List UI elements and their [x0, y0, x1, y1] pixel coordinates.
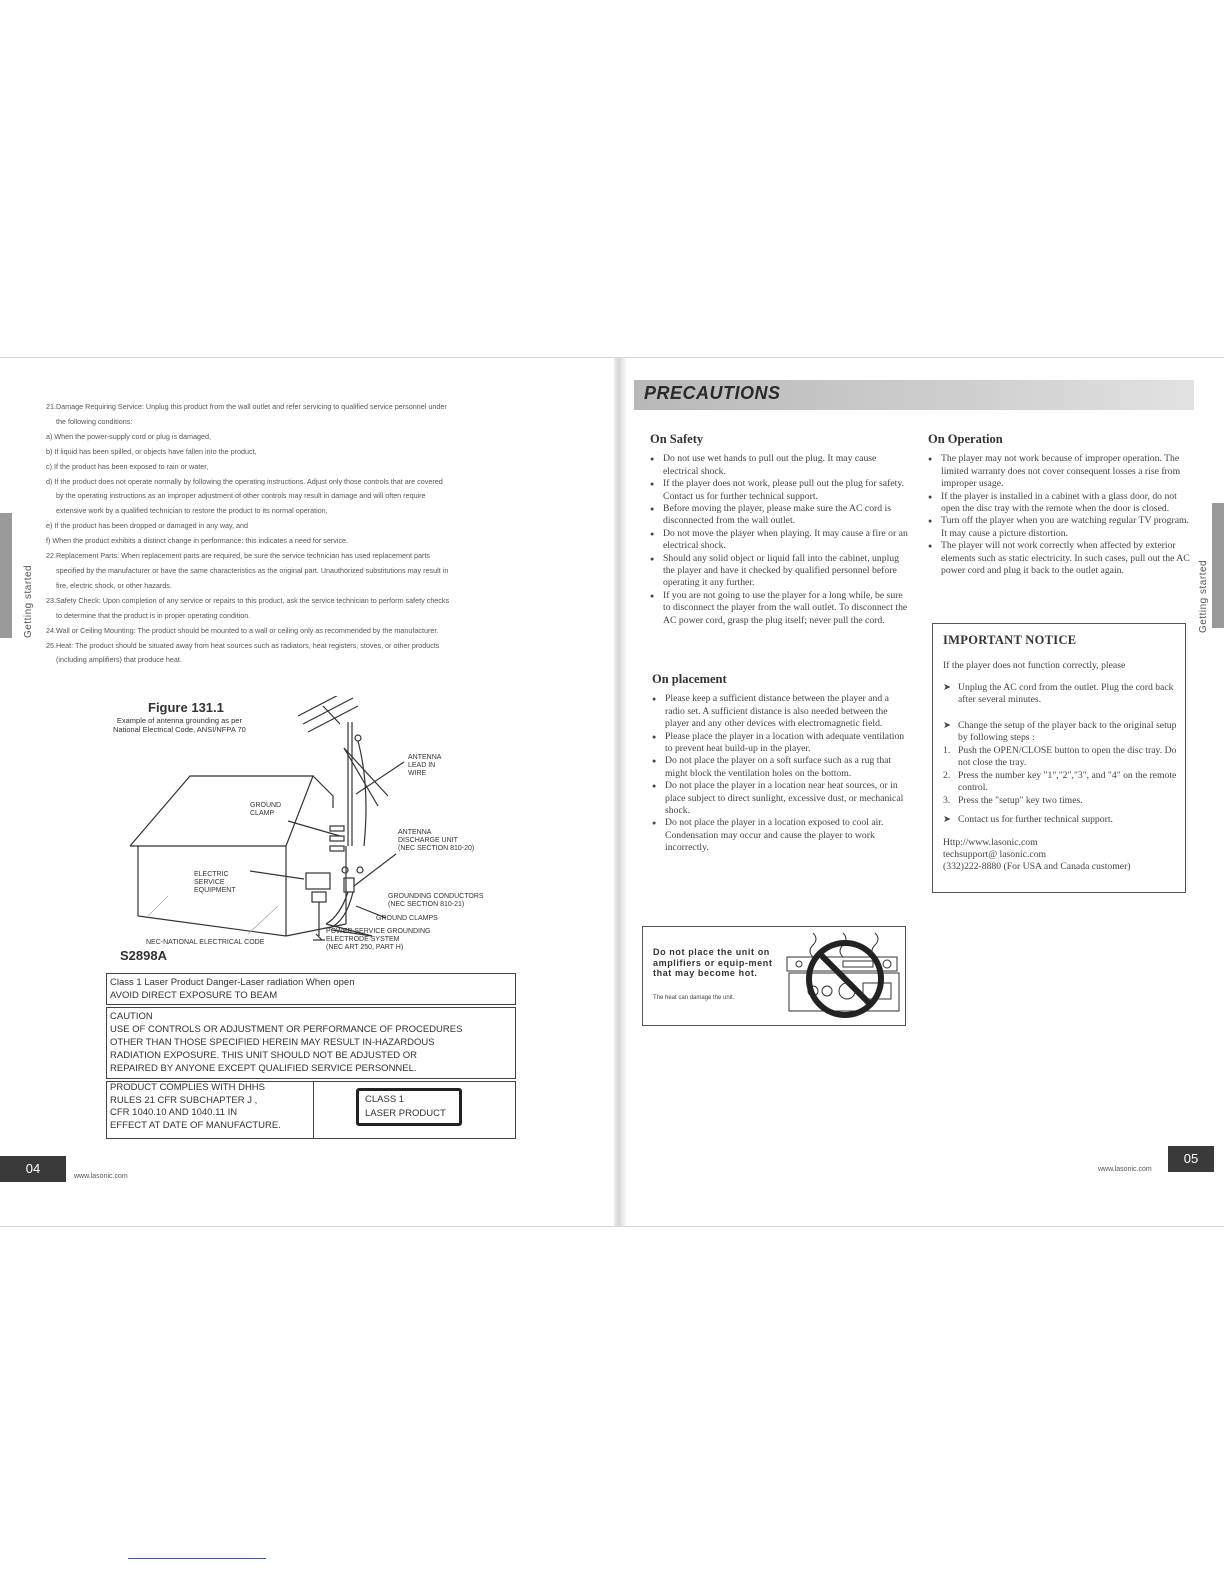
arrow-icon: ➤ [943, 682, 952, 693]
list-item: ● If the player does not work, please pull out the plug for safety. Contact us for further technical support. [650, 478, 908, 503]
list-item: ● Before moving the player, please make sure the AC cord is disconnected from the wall outlet. [650, 503, 908, 528]
notice-arrow-2: Change the setup of the player back to the original setup by following steps : [958, 720, 1177, 744]
precautions-title: PRECAUTIONS [644, 383, 781, 403]
ground-clamps-label: GROUND CLAMPS [376, 915, 438, 922]
on-operation-heading: On Operation [928, 432, 1003, 446]
caution-box: CAUTION USE OF CONTROLS OR ADJUSTMENT OR PERFORMANCE OF PROCEDURES OTHER THAN THOSE SPECIFIED HEREIN MAY RESULT IN-HAZARDOUS RADIATION EXPOSURE. THIS UNIT SHOULD NOT BE ADJUSTED OR REPAIRED BY ANYONE EXCEPT QUALIFIED SERVICE PERSONNEL. [106, 1007, 516, 1079]
list-item: ● Do not place the player in a location exposed to cool air. Condensation may occur and cause the player to work incorrectly. [652, 817, 910, 854]
manual-spread [0, 357, 1224, 1227]
list-item: ● Do not place the player on a soft surface such as a rug that might block the ventilation holes on the bottom. [652, 755, 910, 780]
notice-step-1: Push the OPEN/CLOSE button to open the disc tray. Do not close the tray. [958, 745, 1177, 769]
text-line: d) If the product does not operate normally by following the operating instructions. Adjust only those controls that are covered [46, 476, 443, 486]
on-placement-list [652, 693, 910, 854]
on-placement-heading: On placement [652, 672, 727, 686]
precautions-banner [634, 380, 1194, 410]
step-number: 1. [943, 745, 951, 756]
page-number-right: 05 [1168, 1146, 1214, 1172]
list-item: ● If you are not going to use the player for a long while, be sure to disconnect the player from the wall outlet. To disconnect the AC power cord, grasp the plug itself; never pull the cord. [650, 590, 908, 627]
text-line: fire, electric shock, or other hazards. [56, 580, 172, 590]
on-safety-list [650, 453, 908, 627]
on-operation-section [928, 433, 1190, 577]
heat-warning-subtext: The heat can damage the unit. [653, 995, 735, 1001]
right-side-label: Getting started [1198, 559, 1209, 633]
text-line: e) If the product has been dropped or damaged in any way, and [46, 521, 249, 531]
text-line: extensive work by a qualified technician to restore the product to its normal operation, [56, 506, 328, 516]
list-item: ● The player may not work because of improper operation. The limited warranty does not cover consequent losses a rise from improper usage. [928, 453, 1190, 490]
right-side-tab [1212, 503, 1224, 628]
right-url: www.lasonic.com [1098, 1166, 1152, 1173]
on-safety-section [650, 433, 908, 627]
notice-heading: IMPORTANT NOTICE [943, 633, 1077, 647]
list-item: ● The player will not work correctly when affected by exterior elements such as static electricity. In such cases, pull out the AC power cord and plug it back to the outlet again. [928, 540, 1190, 577]
important-notice-box [932, 623, 1186, 893]
notice-email: techsupport@ lasonic.com [943, 849, 1047, 860]
text-line: specified by the manufacturer or have the same characteristics as the original part. Unauthorized substitutions may result in [56, 565, 449, 575]
list-item: ● Do not use wet hands to pull out the plug. It may cause electrical shock. [650, 453, 908, 478]
list-item: ● Please place the player in a location with adequate ventilation to prevent heat build-up in the player. [652, 731, 910, 756]
box-divider [313, 1082, 314, 1138]
arrow-icon: ➤ [943, 814, 952, 825]
laser-box: Class 1 Laser Product Danger-Laser radiation When open AVOID DIRECT EXPOSURE TO BEAM [106, 973, 516, 1005]
left-side-label: Getting started [23, 564, 34, 638]
class-1-label: CLASS 1 LASER PRODUCT [356, 1088, 462, 1126]
text-line: 24.Wall or Ceiling Mounting: The product should be mounted to a wall or ceiling only as recommended by the manufacturer. [46, 625, 439, 635]
dhhs-box: PRODUCT COMPLIES WITH DHHS RULES 21 CFR SUBCHAPTER J , CFR 1040.10 AND 1040.11 IN EFFECT AT DATE OF MANUFACTURE. [110, 1082, 281, 1131]
on-operation-list [928, 453, 1190, 577]
power-service-label: POWER SERVICE GROUNDING ELECTRODE SYSTEM (NEC ART 250, PART H) [326, 928, 431, 951]
book-spine [614, 358, 626, 1226]
on-safety-heading: On Safety [650, 432, 704, 446]
list-item: ● Should any solid object or liquid fall into the cabinet, unplug the player and have it checked by qualified personnel before operating it any further. [650, 553, 908, 590]
model-number: S2898A [120, 948, 167, 963]
antenna-grounding-figure [108, 696, 518, 966]
footnote-rule [128, 1558, 266, 1559]
notice-arrow-1: Unplug the AC cord from the outlet. Plug the cord back after several minutes. [958, 682, 1174, 706]
text-line: a) When the power-supply cord or plug is damaged, [46, 431, 212, 441]
notice-phone: (332)222-8880 (For USA and Canada customer) [943, 861, 1131, 872]
list-item: ● Do not move the player when playing. It may cause a fire or an electrical shock. [650, 528, 908, 553]
dhhs-box-wrapper [106, 1081, 516, 1139]
left-page-text [46, 400, 594, 668]
text-line: the following conditions: [56, 416, 133, 426]
heat-warning-text: Do not place the unit on amplifiers or equip-ment that may become hot. [653, 947, 773, 978]
step-number: 2. [943, 770, 951, 781]
nec-label: NEC-NATIONAL ELECTRICAL CODE [146, 939, 265, 946]
page-number-left: 04 [0, 1156, 66, 1182]
notice-step-3: Press the "setup" key two times. [958, 795, 1083, 806]
left-url: www.lasonic.com [74, 1173, 128, 1180]
on-placement-section [652, 673, 910, 855]
text-line: f) When the product exhibits a distinct change in performance: this indicates a need for service. [46, 536, 349, 546]
list-item: ● Turn off the player when you are watching regular TV program. It may cause a picture distortion. [928, 515, 1190, 540]
heat-warning-box [642, 926, 906, 1026]
ground-clamp-label: GROUND CLAMP [250, 802, 282, 817]
left-side-tab [0, 513, 12, 638]
electric-service-label: ELECTRIC SERVICE EQUIPMENT [194, 871, 236, 894]
text-line: by the operating instructions as an improper adjustment of other controls may result in damage and will often require [56, 491, 426, 501]
list-item: ● Do not place the player in a location near heat sources, or in place subject to direct sunlight, excessive dust, or mechanical shock. [652, 780, 910, 817]
text-line: 21.Damage Requiring Service: Unplug this product from the wall outlet and refer servicing to qualified service personnel under [46, 402, 447, 411]
figure-subtitle: Example of antenna grounding as per National Electrical Code, ANSI/NFPA 70 [113, 716, 246, 734]
laser-warning-boxes [106, 973, 516, 1139]
discharge-unit-label: ANTENNA DISCHARGE UNIT (NEC SECTION 810-20) [398, 829, 475, 852]
list-item: ● Please keep a sufficient distance between the player and a radio set. A sufficient distance is also needed between the player and any other devices with electromagnetic field. [652, 693, 910, 730]
text-line: 22.Replacement Parts: When replacement parts are required, be sure the service technician has used replacement parts [46, 551, 430, 561]
figure-title: Figure 131.1 [148, 700, 224, 715]
notice-web: Http://www.lasonic.com [943, 837, 1038, 848]
text-line: b) If liquid has been spilled, or objects have fallen into the product, [46, 446, 257, 456]
text-line: 23.Safety Check: Upon completion of any service or repairs to this product, ask the service technician to perform safety checks [46, 595, 450, 605]
text-line: 25.Heat: The product should be situated away from heat sources such as radiators, heat registers, stoves, or other products [46, 640, 440, 650]
text-line: (including amplifiers) that produce heat. [56, 655, 182, 665]
notice-intro: If the player does not function correctly, please [943, 660, 1126, 671]
antenna-lead-label: ANTENNA LEAD IN WIRE [408, 754, 442, 777]
notice-arrow-3: Contact us for further technical support. [958, 814, 1113, 825]
no-amplifier-icon [783, 929, 903, 1025]
notice-step-2: Press the number key "1","2","3", and "4" on the remote control. [958, 770, 1177, 794]
grounding-conductors-label: GROUNDING CONDUCTORS (NEC SECTION 810-21) [388, 893, 484, 908]
text-line: to determine that the product is in proper operating condition. [56, 610, 251, 620]
text-line: c) If the product has been exposed to rain or water, [46, 461, 209, 471]
arrow-icon: ➤ [943, 720, 952, 731]
step-number: 3. [943, 795, 951, 806]
list-item: ● If the player is installed in a cabinet with a glass door, do not open the disc tray with the remote when the door is closed. [928, 491, 1190, 516]
